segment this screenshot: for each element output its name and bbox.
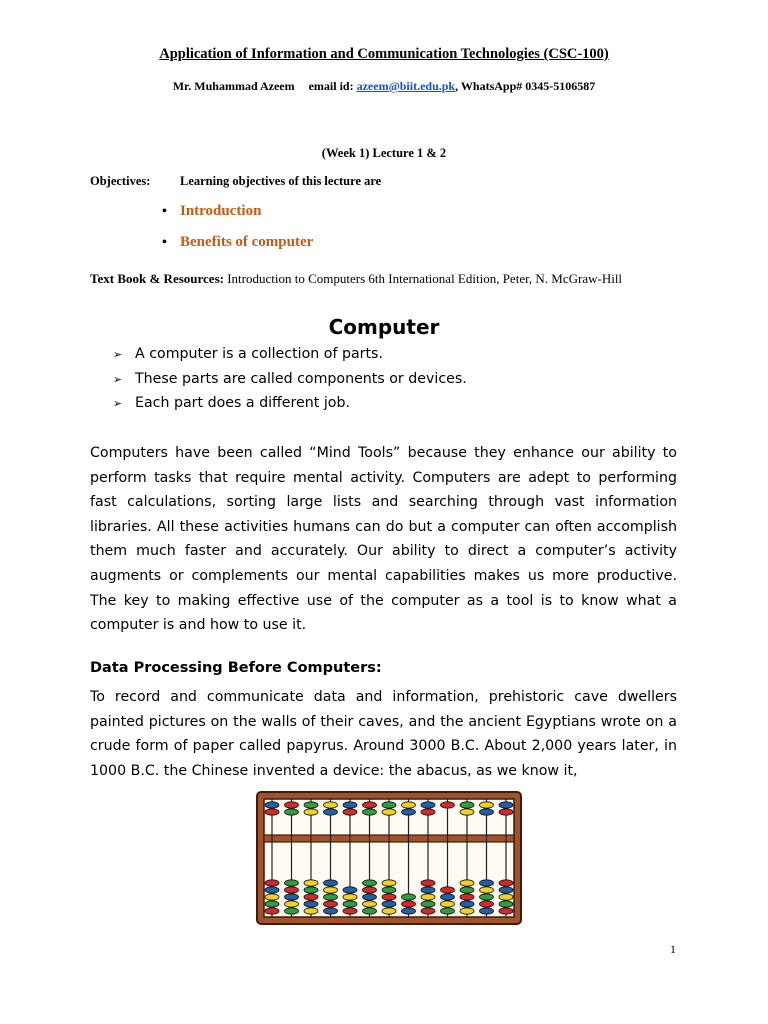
abacus-bead bbox=[363, 901, 377, 907]
abacus-bead bbox=[382, 802, 396, 808]
abacus-bead bbox=[441, 894, 455, 900]
abacus-bead bbox=[382, 809, 396, 815]
abacus-bead bbox=[480, 908, 494, 914]
objective-item bbox=[162, 203, 261, 220]
abacus-bead bbox=[460, 894, 474, 900]
abacus-bead bbox=[324, 908, 338, 914]
list-item bbox=[113, 395, 350, 411]
abacus-bead bbox=[285, 809, 299, 815]
arrow-bullet-icon: ➢ bbox=[113, 373, 123, 386]
abacus-bead bbox=[343, 887, 357, 893]
computer-paragraph: Computers have been called “Mind Tools” because they enhance our ability to perform tasks that require mental activity. Computers are adept to performing fast calculations, sorting large lists and searching through vast information libraries. All these activities humans can do but a computer can often accomplish them much faster and accurately. Our ability to direct a computer’s activity augments or complements our mental capabilities makes us more productive. The key to making effective use of the computer as a tool is to know what a computer is and how to use it. bbox=[90, 445, 677, 634]
data-processing-paragraph: To record and communicate data and information, prehistoric cave dwellers painted pictures on the walls of their caves, and the ancient Egyptians wrote on a crude form of paper called papyrus. Around 3000 B.C. About 2,000 years later, in 1000 B.C. the Chinese invented a device: the abacus, as we know it, bbox=[90, 689, 677, 779]
abacus-bead bbox=[421, 894, 435, 900]
abacus-bead bbox=[324, 809, 338, 815]
abacus-bead bbox=[499, 887, 513, 893]
abacus-bead bbox=[421, 802, 435, 808]
abacus-bead bbox=[382, 887, 396, 893]
objective-item bbox=[162, 234, 313, 251]
objectives-text: Learning objectives of this lecture are bbox=[180, 174, 382, 188]
abacus-bead bbox=[324, 894, 338, 900]
email-link[interactable]: azeem@biit.edu.pk bbox=[356, 79, 456, 93]
abacus-bead bbox=[304, 809, 318, 815]
abacus-bead bbox=[285, 894, 299, 900]
textbook-line bbox=[90, 265, 680, 292]
author-line bbox=[0, 79, 768, 94]
abacus-bead bbox=[265, 802, 279, 808]
abacus-bead bbox=[304, 908, 318, 914]
abacus-bead bbox=[324, 901, 338, 907]
abacus-bead bbox=[460, 901, 474, 907]
objectives-row bbox=[90, 174, 381, 189]
abacus-bead bbox=[304, 901, 318, 907]
abacus-bead bbox=[441, 802, 455, 808]
abacus-bead bbox=[265, 887, 279, 893]
abacus-bead bbox=[285, 802, 299, 808]
abacus-bead bbox=[363, 908, 377, 914]
instructor-name: Mr. Muhammad Azeem bbox=[172, 79, 295, 93]
abacus-bead bbox=[343, 809, 357, 815]
abacus-bead bbox=[421, 809, 435, 815]
abacus-bead bbox=[402, 901, 416, 907]
abacus-bead bbox=[363, 809, 377, 815]
abacus-bead bbox=[480, 901, 494, 907]
abacus-bead bbox=[421, 908, 435, 914]
abacus-bead bbox=[343, 908, 357, 914]
abacus-bead bbox=[382, 894, 396, 900]
abacus-bead bbox=[265, 908, 279, 914]
abacus-bead bbox=[499, 901, 513, 907]
list-item bbox=[113, 371, 467, 387]
abacus-bead bbox=[480, 887, 494, 893]
bullet-icon: • bbox=[162, 204, 167, 219]
list-item-text: A computer is a collection of parts. bbox=[135, 346, 383, 362]
list-item bbox=[113, 346, 383, 362]
abacus-bead bbox=[421, 901, 435, 907]
abacus-bead bbox=[421, 880, 435, 886]
abacus-bead bbox=[460, 809, 474, 815]
list-item-text: Each part does a different job. bbox=[135, 395, 350, 411]
abacus-bead bbox=[402, 809, 416, 815]
abacus-bead bbox=[382, 880, 396, 886]
abacus-bead bbox=[363, 802, 377, 808]
abacus-bead bbox=[382, 908, 396, 914]
abacus-bead bbox=[363, 887, 377, 893]
abacus-bead bbox=[265, 894, 279, 900]
abacus-bead bbox=[460, 802, 474, 808]
abacus-bead bbox=[324, 887, 338, 893]
abacus-bead bbox=[441, 887, 455, 893]
textbook-label: Text Book & Resources: bbox=[90, 271, 224, 286]
week-lecture-line: (Week 1) Lecture 1 & 2 bbox=[321, 146, 447, 160]
abacus-bead bbox=[402, 908, 416, 914]
abacus-bead bbox=[363, 880, 377, 886]
abacus-illustration bbox=[255, 790, 523, 926]
abacus-bead bbox=[304, 894, 318, 900]
abacus-bead bbox=[343, 894, 357, 900]
arrow-bullet-icon: ➢ bbox=[113, 348, 123, 361]
abacus-bead bbox=[499, 802, 513, 808]
abacus-bead bbox=[480, 809, 494, 815]
abacus-bead bbox=[382, 901, 396, 907]
abacus-bead bbox=[343, 901, 357, 907]
abacus-bead bbox=[304, 802, 318, 808]
abacus-bead bbox=[402, 894, 416, 900]
abacus-bead bbox=[499, 894, 513, 900]
abacus-bead bbox=[285, 887, 299, 893]
abacus-bead bbox=[480, 880, 494, 886]
abacus-bead bbox=[441, 908, 455, 914]
abacus-bead bbox=[402, 802, 416, 808]
abacus-bead bbox=[265, 880, 279, 886]
abacus-bead bbox=[265, 809, 279, 815]
section-heading-data-processing: Data Processing Before Computers: bbox=[90, 660, 382, 676]
bullet-icon: • bbox=[162, 235, 167, 250]
abacus-bead bbox=[324, 880, 338, 886]
abacus-bead bbox=[324, 802, 338, 808]
abacus-bead bbox=[460, 880, 474, 886]
abacus-bead bbox=[285, 901, 299, 907]
abacus-bead bbox=[499, 908, 513, 914]
objective-label: Introduction bbox=[180, 203, 262, 219]
objective-label: Benefits of computer bbox=[180, 234, 314, 250]
abacus-bead bbox=[499, 880, 513, 886]
email-label: email id: bbox=[308, 79, 354, 93]
abacus-bead bbox=[285, 880, 299, 886]
whatsapp-number: , WhatsApp# 0345-5106587 bbox=[455, 79, 596, 93]
abacus-bead bbox=[265, 901, 279, 907]
abacus-bead bbox=[304, 887, 318, 893]
abacus-bead bbox=[304, 880, 318, 886]
list-item-text: These parts are called components or devices. bbox=[135, 371, 467, 387]
abacus-bead bbox=[460, 887, 474, 893]
section-heading-computer: Computer bbox=[328, 315, 440, 339]
abacus-bead bbox=[441, 901, 455, 907]
abacus-bead bbox=[499, 809, 513, 815]
abacus-bead bbox=[343, 802, 357, 808]
abacus-bead bbox=[285, 908, 299, 914]
page-number: 1 bbox=[670, 942, 676, 956]
objectives-label: Objectives: bbox=[90, 174, 151, 188]
abacus-bead bbox=[421, 887, 435, 893]
abacus-bead bbox=[480, 802, 494, 808]
course-title: Application of Information and Communication Technologies (CSC-100) bbox=[159, 46, 609, 62]
textbook-text: Introduction to Computers 6th International Edition, Peter, N. McGraw-Hill bbox=[227, 271, 623, 286]
abacus-bead bbox=[460, 908, 474, 914]
abacus-bead bbox=[480, 894, 494, 900]
arrow-bullet-icon: ➢ bbox=[113, 397, 123, 410]
abacus-bead bbox=[363, 894, 377, 900]
